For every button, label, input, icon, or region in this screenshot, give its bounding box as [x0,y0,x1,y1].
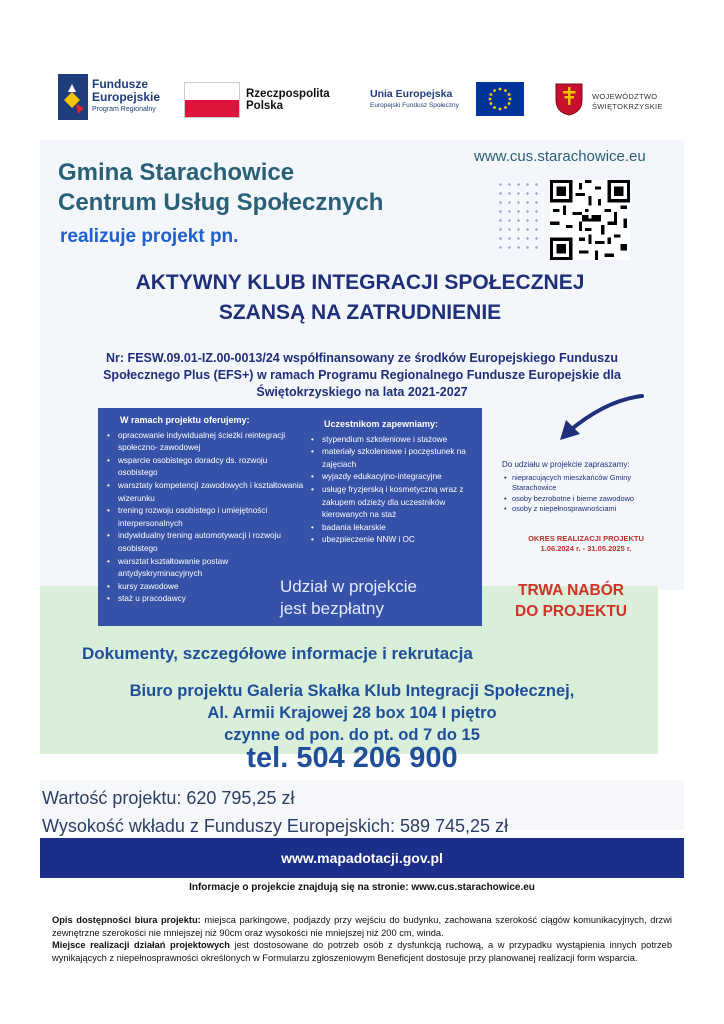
phone-number[interactable]: tel. 504 206 900 [246,742,458,774]
fe-sub: Program Regionalny [92,106,156,113]
accessibility-description [52,914,672,964]
miejsce-label: Miejsce realizacji działań projektowych [52,940,230,951]
polish-flag-icon [184,82,240,118]
swietokrzyskie-crest-icon [554,80,584,116]
fe-line1: Fundusze [92,77,148,91]
invite-heading: Do udziału w projekcie zapraszamy: [502,460,630,469]
eu-contribution: Wysokość wkładu z Funduszy Europejskich: 589 745,25 zł [42,816,509,836]
list-item: • wyjazdy edukacyjno-integracyjne [320,471,480,484]
eu-flag-icon [476,82,524,116]
opis-text: miejsca parkingowe, podjazdy przy wejściu do budynku, zachowana szerokość ciągów komunikacyjnych, drzwi zewnętrzne szerokości nie mniejszej niż 90cm oraz wysokości nie mniejszej niż 200 cm, winda. [52,915,672,938]
list-item: • kursy zawodowe [116,581,306,594]
offer-box [98,408,482,626]
qr-code-icon[interactable] [550,180,630,260]
documents-heading: Dokumenty, szczegółowe informacje i rekrutacja [82,644,473,663]
dot-pattern [496,180,544,250]
curved-arrow-icon [556,392,646,448]
benefits-list [310,418,480,547]
list-item: • wsparcie osobistego doradcy ds. rozwoju osobistego [116,455,306,480]
list-item: • ubezpieczenie NNW i OC [320,534,480,547]
list-item: • usługę fryzjerską i kosmetyczną wraz z zakupem odzieży dla uczestników kierowanych na staż [320,484,480,522]
rzeczpospolita-logo-text: Rzeczpospolita Polska [246,88,330,112]
list-item: • osoby z niepełnosprawnościami [512,504,672,515]
free-participation-text: Udział w projekcie jest bezpłatny [280,577,417,618]
project-value: Wartość projektu: 620 795,25 zł [42,788,295,808]
website-link[interactable]: www.cus.starachowice.eu [474,148,646,165]
project-number: Nr: FESW.09.01-IZ.00-0013/24 współfinansowany ze środków Europejskiego Funduszu Społecznego Plus (EFS+) w ramach Programu Regionalnego Fundusze Europejskie dla Świętokrzyskiego na lata 2021-2027 [103,351,621,399]
list-item: • niepracujących mieszkańców Gminy Starachowice [512,473,672,494]
list-item: • trening rozwoju osobistego i umiejętności interpersonalnych [116,505,306,530]
list-item: • warsztat kształtowanie postaw antydyskryminacyjnych [116,556,306,581]
list-item: • indywidualny trening automotywacji i rozwoju osobistego [116,530,306,555]
wojewodztwo-logo-text: WOJEWÓDZTWO ŚWIĘTOKRZYSKIE [592,92,663,111]
project-values [42,784,508,840]
invite-section [502,460,672,515]
list-item: • staż u pracodawcy [116,593,306,606]
organizer-heading: Gmina Starachowice Centrum Usług Społecznych [58,159,384,216]
mapadotacji-link[interactable]: www.mapadotacji.gov.pl [40,838,684,878]
miejsce-text: jest dostosowane do potrzeb osób z dysfunkcją ruchową, a w przypadku wystąpienia innych potrzeb wynikających z niepełnosprawności określonych w Formularzu zgłoszeniowym Beneficjent dostosuje przy planowanej realizacji form wsparcia. [52,940,672,963]
fe-line2: Europejskie [92,90,161,104]
office-address: Biuro projektu Galeria Skałka Klub Integracji Społecznej, Al. Armii Krajowej 28 box 104 I piętro czynne od pon. do pt. od 7 do 15 [129,682,575,744]
recruitment-open-badge: TRWA NABÓR DO PROJEKTU [515,582,627,620]
ue-logo-text [370,88,459,109]
benefits-heading: Uczestnikom zapewniamy: [324,419,439,429]
opis-label: Opis dostępności biura projektu: [52,915,201,925]
realizuje-text: realizuje projekt pn. [60,226,239,247]
info-line: Informacje o projekcie znajdują się na stronie: www.cus.starachowice.eu [189,882,535,893]
ue-title: Unia Europejska [370,88,453,100]
list-item: • opracowanie indywidualnej ścieżki reintegracji społeczno- zawodowej [116,430,306,455]
offer-heading: W ramach projektu oferujemy: [120,415,250,425]
project-title: AKTYWNY KLUB INTEGRACJI SPOŁECZNEJ SZANSĄ NA ZATRUDNIENIE [135,271,585,324]
offer-list [106,414,306,606]
project-period: OKRES REALIZACJI PROJEKTU 1.06.2024 r. - 31.05.2025 r. [528,534,644,553]
list-item: • osoby bezrobotne i bierne zawodowo [512,494,672,505]
list-item: • stypendium szkoleniowe i stażowe [320,434,480,447]
fundusze-europejskie-logo [58,74,178,122]
list-item: • badania lekarskie [320,522,480,535]
fe-star-icon [58,74,88,120]
ue-sub: Europejski Fundusz Społeczny [370,102,459,109]
list-item: • materiały szkoleniowe i poczęstunek na zajęciach [320,446,480,471]
list-item: • warsztaty kompetencji zawodowych i kształtowania wizerunku [116,480,306,505]
